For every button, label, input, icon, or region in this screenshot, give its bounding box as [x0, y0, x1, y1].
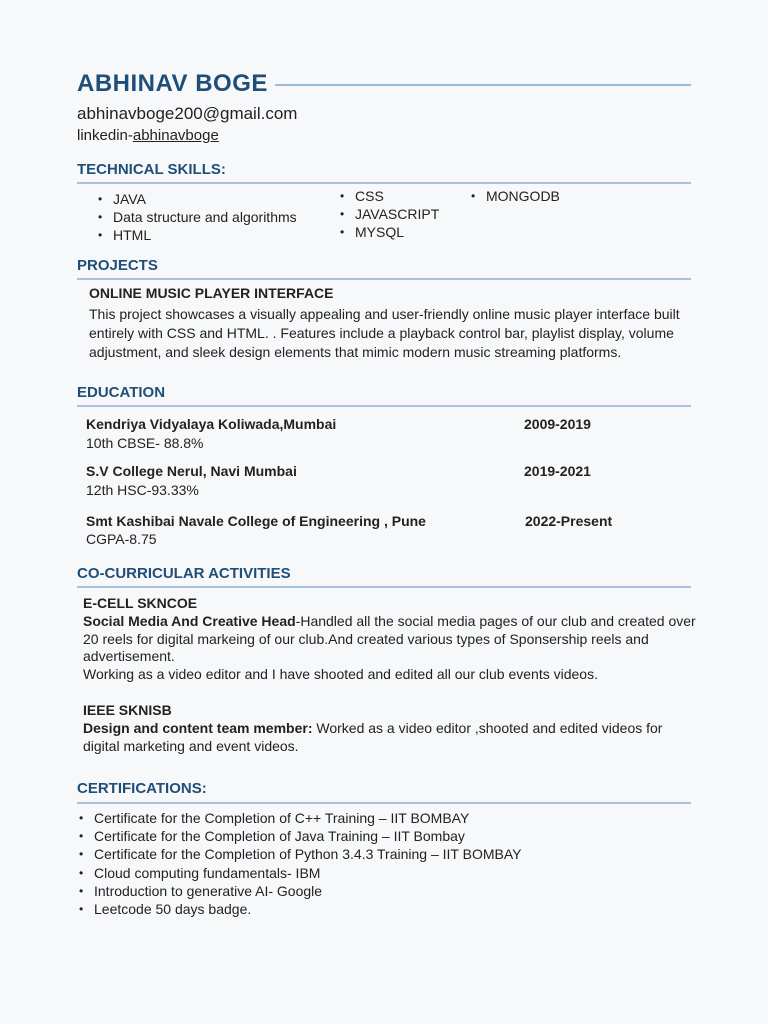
skill-item: • MONGODB	[486, 187, 560, 205]
resume-name: ABHINAV BOGE	[77, 70, 268, 97]
certification-item: • Certificate for the Completion of Java Training – IIT Bombay	[94, 827, 465, 845]
skill-item: • Data structure and algorithms	[113, 208, 297, 226]
education-detail: 12th HSC-93.33%	[86, 482, 199, 498]
activity-role: Social Media And Creative Head	[83, 613, 296, 629]
activity-org: E-CELL SKNCOE	[83, 595, 198, 611]
education-years: 2019-2021	[524, 463, 591, 479]
section-divider	[77, 278, 691, 280]
certification-item: • Certificate for the Completion of C++ Training – IIT BOMBAY	[94, 809, 469, 827]
section-title-projects: PROJECTS	[77, 257, 158, 274]
education-school: S.V College Nerul, Navi Mumbai	[86, 463, 297, 479]
activity-line: digital marketing and event videos.	[83, 738, 299, 754]
section-title-education: EDUCATION	[77, 384, 166, 401]
project-description-line: entirely with CSS and HTML. . Features include a playback control bar, playlist display, volume	[89, 325, 674, 341]
linkedin-prefix: linkedin-	[77, 127, 133, 144]
activity-line	[83, 612, 696, 631]
section-title-technical-skills: TECHNICAL SKILLS:	[77, 161, 226, 178]
activity-line: Working as a video editor and I have shooted and edited all our club events videos.	[83, 666, 598, 682]
skill-item: • MYSQL	[355, 223, 404, 241]
education-school: Kendriya Vidyalaya Koliwada,Mumbai	[86, 416, 337, 432]
project-name: ONLINE MUSIC PLAYER INTERFACE	[89, 285, 334, 301]
section-divider	[77, 405, 691, 407]
education-years: 2009-2019	[524, 416, 591, 432]
project-description-line: adjustment, and sleek design elements that mimic modern music streaming platforms.	[89, 344, 622, 360]
section-divider	[77, 586, 691, 588]
activity-description: -Handled all the social media pages of our club and created over	[295, 613, 696, 629]
certification-item: • Cloud computing fundamentals- IBM	[94, 864, 320, 882]
project-description-line: This project showcases a visually appealing and user-friendly online music player interface built	[89, 306, 680, 322]
skill-item: • JAVASCRIPT	[355, 205, 439, 223]
email: abhinavboge200@gmail.com	[77, 104, 298, 123]
activity-line	[83, 719, 662, 738]
linkedin-handle-link[interactable]: abhinavboge	[132, 127, 219, 144]
skill-item: • JAVA	[113, 190, 146, 208]
certification-item: • Introduction to generative AI- Google	[94, 882, 322, 900]
section-divider	[77, 182, 691, 184]
certification-item: • Certificate for the Completion of Python 3.4.3 Training – IIT BOMBAY	[94, 845, 521, 863]
skill-item: • HTML	[113, 226, 151, 244]
name-divider	[275, 84, 691, 86]
section-divider	[77, 802, 691, 804]
activity-role: Design and content team member:	[83, 720, 313, 736]
activity-line: advertisement.	[83, 648, 175, 664]
activity-description: Worked as a video editor ,shooted and edited videos for	[312, 720, 663, 736]
activity-line: 20 reels for digital markeing of our club.And created various types of Sponsership reels and	[83, 631, 649, 647]
education-years: 2022-Present	[525, 513, 613, 529]
education-school: Smt Kashibai Navale College of Engineering , Pune	[86, 513, 426, 529]
certification-item: • Leetcode 50 days badge.	[94, 900, 251, 918]
activity-org: IEEE SKNISB	[83, 702, 172, 718]
linkedin-line	[77, 127, 219, 144]
education-detail: 10th CBSE- 88.8%	[86, 435, 204, 451]
skill-item: • CSS	[355, 187, 384, 205]
section-title-activities: CO-CURRICULAR ACTIVITIES	[77, 565, 291, 582]
education-detail: CGPA-8.75	[86, 531, 157, 547]
section-title-certifications: CERTIFICATIONS:	[77, 780, 207, 797]
